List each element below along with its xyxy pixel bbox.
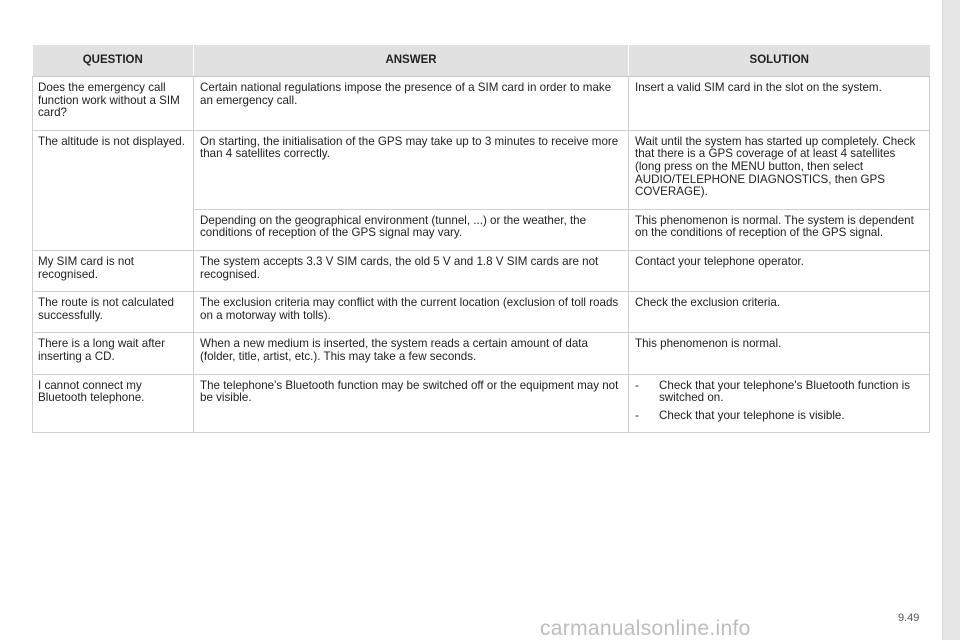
solution-cell: [629, 374, 930, 433]
solution-list-item: [635, 410, 923, 423]
question-cell: Does the emergency call function work without a SIM card?: [33, 77, 194, 131]
solution-item-text: Check that your telephone is visible.: [659, 408, 845, 422]
dash-bullet: -: [635, 408, 639, 422]
answer-cell: When a new medium is inserted, the system reads a certain amount of data (folder, title, artist, etc.). This may take a few seconds.: [194, 333, 629, 374]
question-cell: The route is not calculated successfully.: [33, 292, 194, 333]
answer-cell: The system accepts 3.3 V SIM cards, the old 5 V and 1.8 V SIM cards are not recognised.: [194, 250, 629, 291]
header-answer: ANSWER: [194, 45, 629, 77]
table-row: [33, 130, 930, 209]
watermark: carmanualsonline.info: [540, 617, 751, 640]
solution-cell: Wait until the system has started up completely. Check that there is a GPS coverage of at least 4 satellites (long press on the MENU button, then select AUDIO/TELEPHONE DIAGNOSTICS, then GPS COVERAGE).: [629, 130, 930, 209]
page-edge-strip: [942, 0, 960, 640]
solution-cell: This phenomenon is normal. The system is dependent on the conditions of reception of the GPS signal.: [629, 209, 930, 250]
dash-bullet: -: [635, 378, 639, 392]
answer-cell: On starting, the initialisation of the GPS may take up to 3 minutes to receive more than 4 satellites correctly.: [194, 130, 629, 209]
page-number: 9.49: [898, 612, 920, 624]
answer-cell: The exclusion criteria may conflict with the current location (exclusion of toll roads on a motorway with tolls).: [194, 292, 629, 333]
solution-cell: Contact your telephone operator.: [629, 250, 930, 291]
answer-cell: The telephone's Bluetooth function may be switched off or the equipment may not be visible.: [194, 374, 629, 433]
question-cell: There is a long wait after inserting a CD.: [33, 333, 194, 374]
solution-cell: Insert a valid SIM card in the slot on the system.: [629, 77, 930, 131]
header-question: QUESTION: [33, 45, 194, 77]
question-cell: The altitude is not displayed.: [33, 130, 194, 250]
answer-cell: Depending on the geographical environment (tunnel, ...) or the weather, the conditions of reception of the GPS signal may vary.: [194, 209, 629, 250]
solution-item-text: Check that your telephone's Bluetooth function is switched on.: [659, 378, 910, 405]
table-row: [33, 292, 930, 333]
header-solution: SOLUTION: [629, 45, 930, 77]
table-row: [33, 374, 930, 433]
question-cell: I cannot connect my Bluetooth telephone.: [33, 374, 194, 433]
solution-cell: Check the exclusion criteria.: [629, 292, 930, 333]
solution-list-item: [635, 380, 923, 405]
table-header-row: [33, 45, 930, 77]
table-row: [33, 77, 930, 131]
table-row: [33, 333, 930, 374]
faq-table: [32, 45, 930, 433]
solution-cell: This phenomenon is normal.: [629, 333, 930, 374]
answer-cell: Certain national regulations impose the presence of a SIM card in order to make an emergency call.: [194, 77, 629, 131]
table-row: [33, 250, 930, 291]
question-cell: My SIM card is not recognised.: [33, 250, 194, 291]
solution-list: [635, 380, 923, 423]
